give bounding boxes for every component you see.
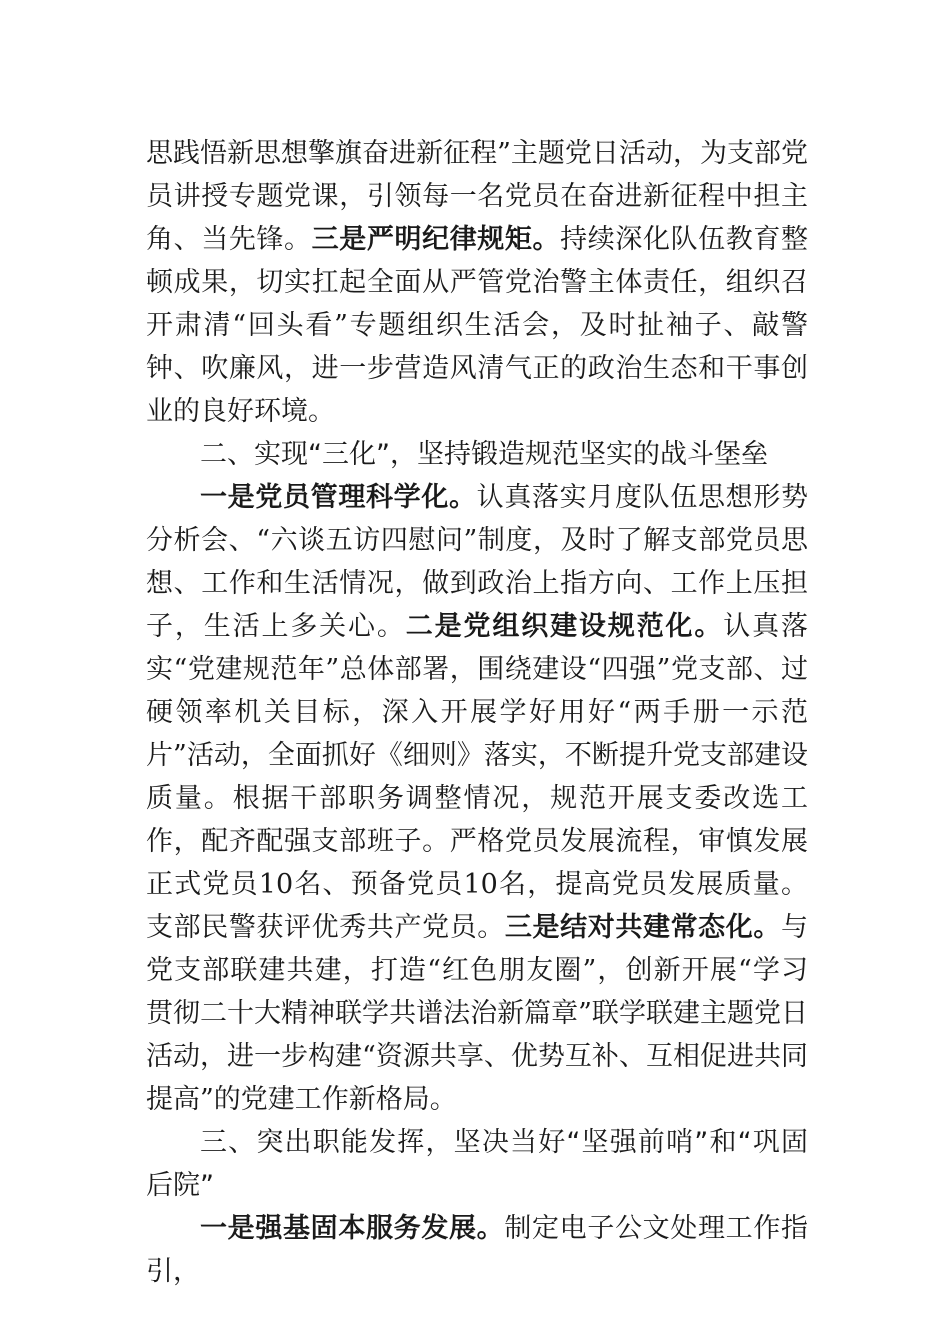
document-page [146,132,808,1293]
paragraph-text: 持续深化队伍教育整顿成果，切实扛起全面从严管党治警主体责任，组织召开肃清“回头看”专题组织生活会，及时扯袖子、敲警钟、吹廉风，进一步营造风清气正的政治生态和干事创业的良好环境。 [146,224,809,427]
paragraph-text: 认真落实月度队伍思想形势分析会、“六谈五访四慰问”制度，及时了解支部党员思想、工作和生活情况，做到政治上指方向、工作上压担子，生活上多关心。 [146,482,809,642]
paragraph-three-modernizations [146,476,808,1121]
lead-phrase-co-building: 三是结对共建常态化。 [504,912,782,943]
lead-phrase-foundation: 一是强基固本服务发展。 [200,1213,505,1244]
paragraph-text: 制定电子公文处理工作指引， [146,1213,809,1287]
section-heading-two: 二、实现“三化”，坚持锻造规范坚实的战斗堡垒 [200,439,768,470]
lead-phrase-organization: 二是党组织建设规范化。 [405,611,724,642]
lead-phrase-discipline: 三是严明纪律规矩。 [311,224,561,255]
paragraph-text: 思践悟新思想擎旗奋进新征程”主题党日活动，为支部党员讲授专题党课，引领每一名党员在奋进新征程中担主角、当先锋。 [146,138,808,255]
paragraph-text: 与党支部联建共建，打造“红色朋友圈”，创新开展“学习贯彻二十大精神联学共谱法治新篇章”联学联建主题党日活动，进一步构建“资源共享、优势互补、互相促进共同提高”的党建工作新格局。 [146,912,809,1115]
lead-phrase-member-management: 一是党员管理科学化。 [200,482,477,513]
paragraph-foundation [146,1207,808,1293]
paragraph-text: 认真落实“党建规范年”总体部署，围绕建设“四强”党支部、过硬领率机关目标，深入开展学好用好“两手册一示范片”活动，全面抓好《细则》落实，不断提升党支部建设质量。根据干部职务调整情况，规范开展支委改选工作，配齐配强支部班子。严格党员发展流程，审慎发展正式党员10名、预备党员10名，提高党员发展质量。支部民警获评优秀共产党员。 [146,611,809,943]
paragraph-discipline [146,132,808,433]
section-heading-three: 三、突出职能发挥，坚决当好“坚强前哨”和“巩固后院” [146,1127,808,1201]
